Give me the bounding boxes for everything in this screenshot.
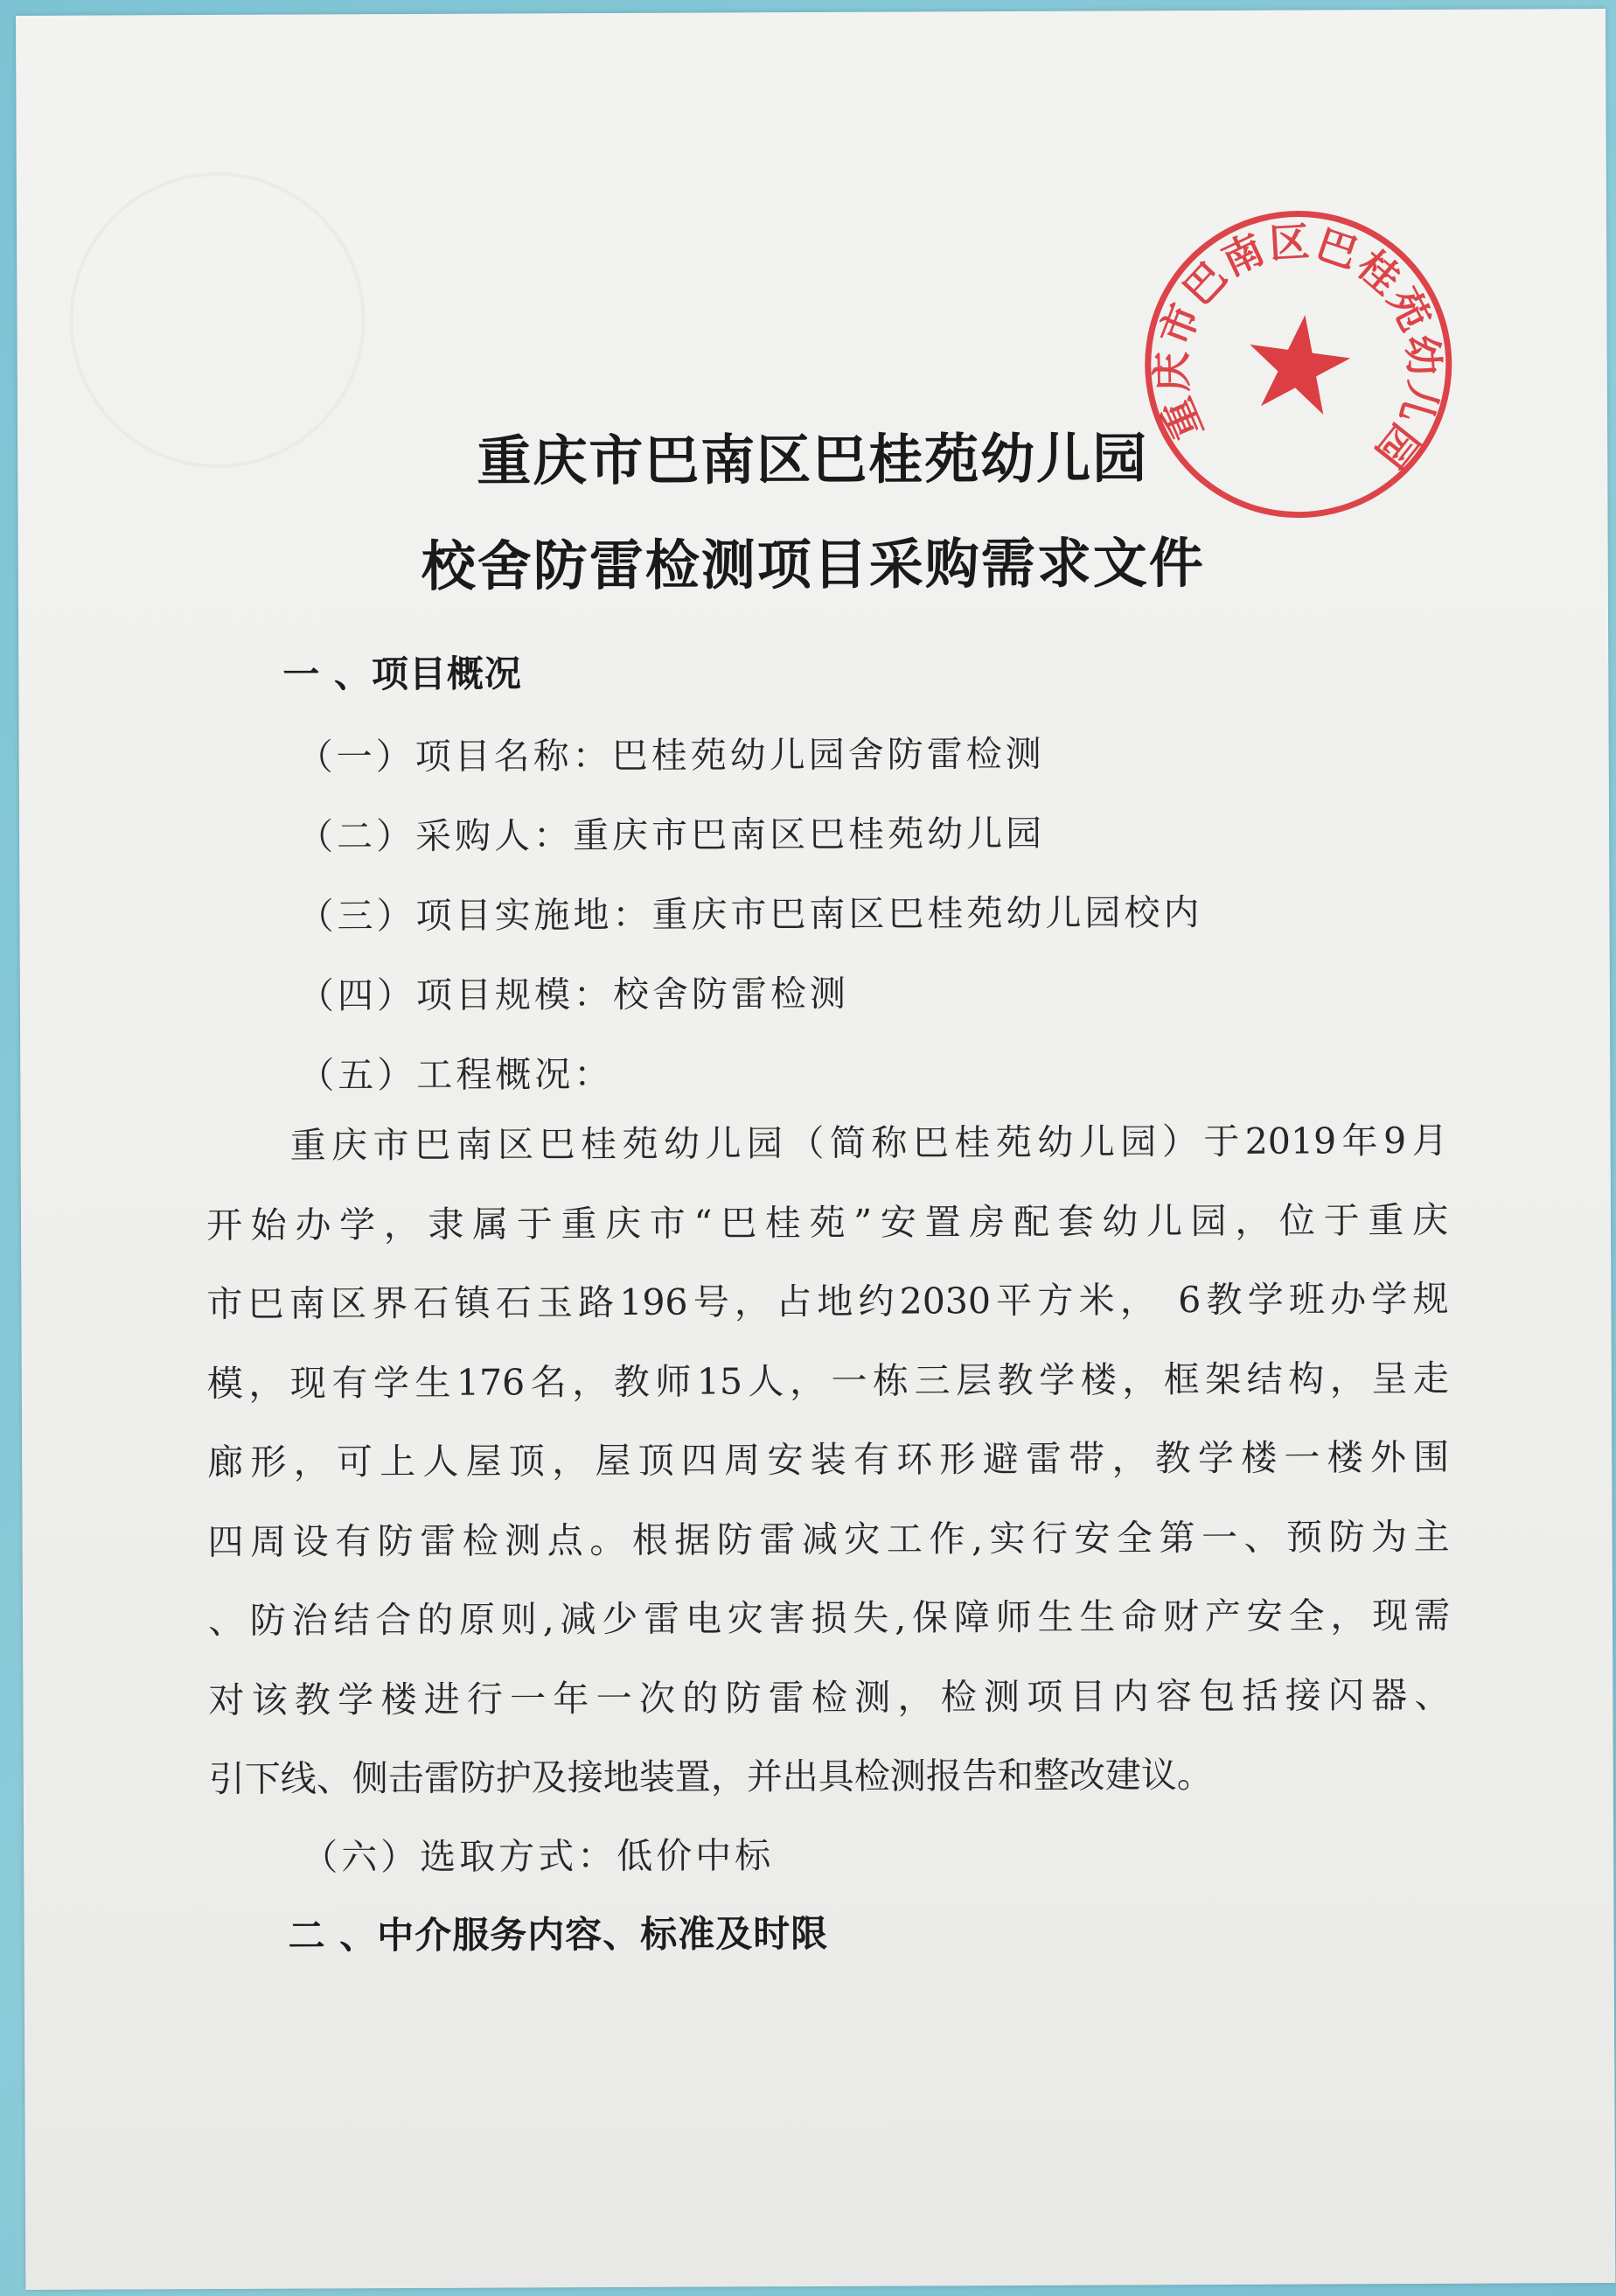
document-page [16,9,1615,2290]
item-purchaser: （二）采购人：重庆市巴南区巴桂苑幼儿园 [297,812,1046,858]
item-overview-label: （五）工程概况： [298,1052,614,1097]
paragraph-line: 廊形，可上人屋顶，屋顶四周安装有环形避雷带，教学楼一楼外围 [207,1435,1450,1484]
item-location: （三）项目实施地：重庆市巴南区巴桂苑幼儿园校内 [297,891,1203,938]
document-title-line1: 重庆市巴南区巴桂苑幼儿园 [477,426,1149,493]
paragraph-line: 、防治结合的原则,减少雷电灾害损失,保障师生生命财产安全，现需 [207,1594,1451,1643]
paragraph-line: 市巴南区界石镇石玉路196号，占地约2030平方米， 6教学班办学规 [206,1277,1449,1326]
paragraph-line: 四周设有防雷检测点。根据防雷减灾工作,实行安全第一、预防为主 [207,1515,1450,1563]
paragraph-line: 模，现有学生176名，教师15人，一栋三层教学楼，框架结构，呈走 [206,1357,1449,1405]
paragraph-line: 重庆市巴南区巴桂苑幼儿园（简称巴桂苑幼儿园）于2019年9月 [289,1119,1448,1167]
document-title-line2: 校舍防雷检测项目采购需求文件 [421,531,1205,598]
section-heading-services: 二 、中介服务内容、标准及时限 [288,1911,829,1958]
paragraph-line: 开始办学，隶属于重庆市“巴桂苑”安置房配套幼儿园，位于重庆 [205,1198,1449,1246]
overview-paragraph [205,1101,1451,1819]
section-heading-overview: 一 、项目概况 [282,652,523,696]
paragraph-line: 对该教学楼进行一年一次的防雷检测，检测项目内容包括接闪器、 [208,1673,1451,1721]
item-scale: （四）项目规模：校舍防雷检测 [297,972,850,1017]
paragraph-line: 引下线、侧击雷防护及接地装置，并出具检测报告和整改建议。 [208,1754,1213,1801]
seal-star-icon [1242,308,1355,417]
seal-text: 重庆市巴南区巴桂苑幼儿园 [1147,217,1449,478]
item-selection-method: （六）选取方式：低价中标 [302,1834,775,1879]
item-project-name: （一）项目名称：巴桂苑幼儿园舍防雷检测 [296,732,1045,778]
